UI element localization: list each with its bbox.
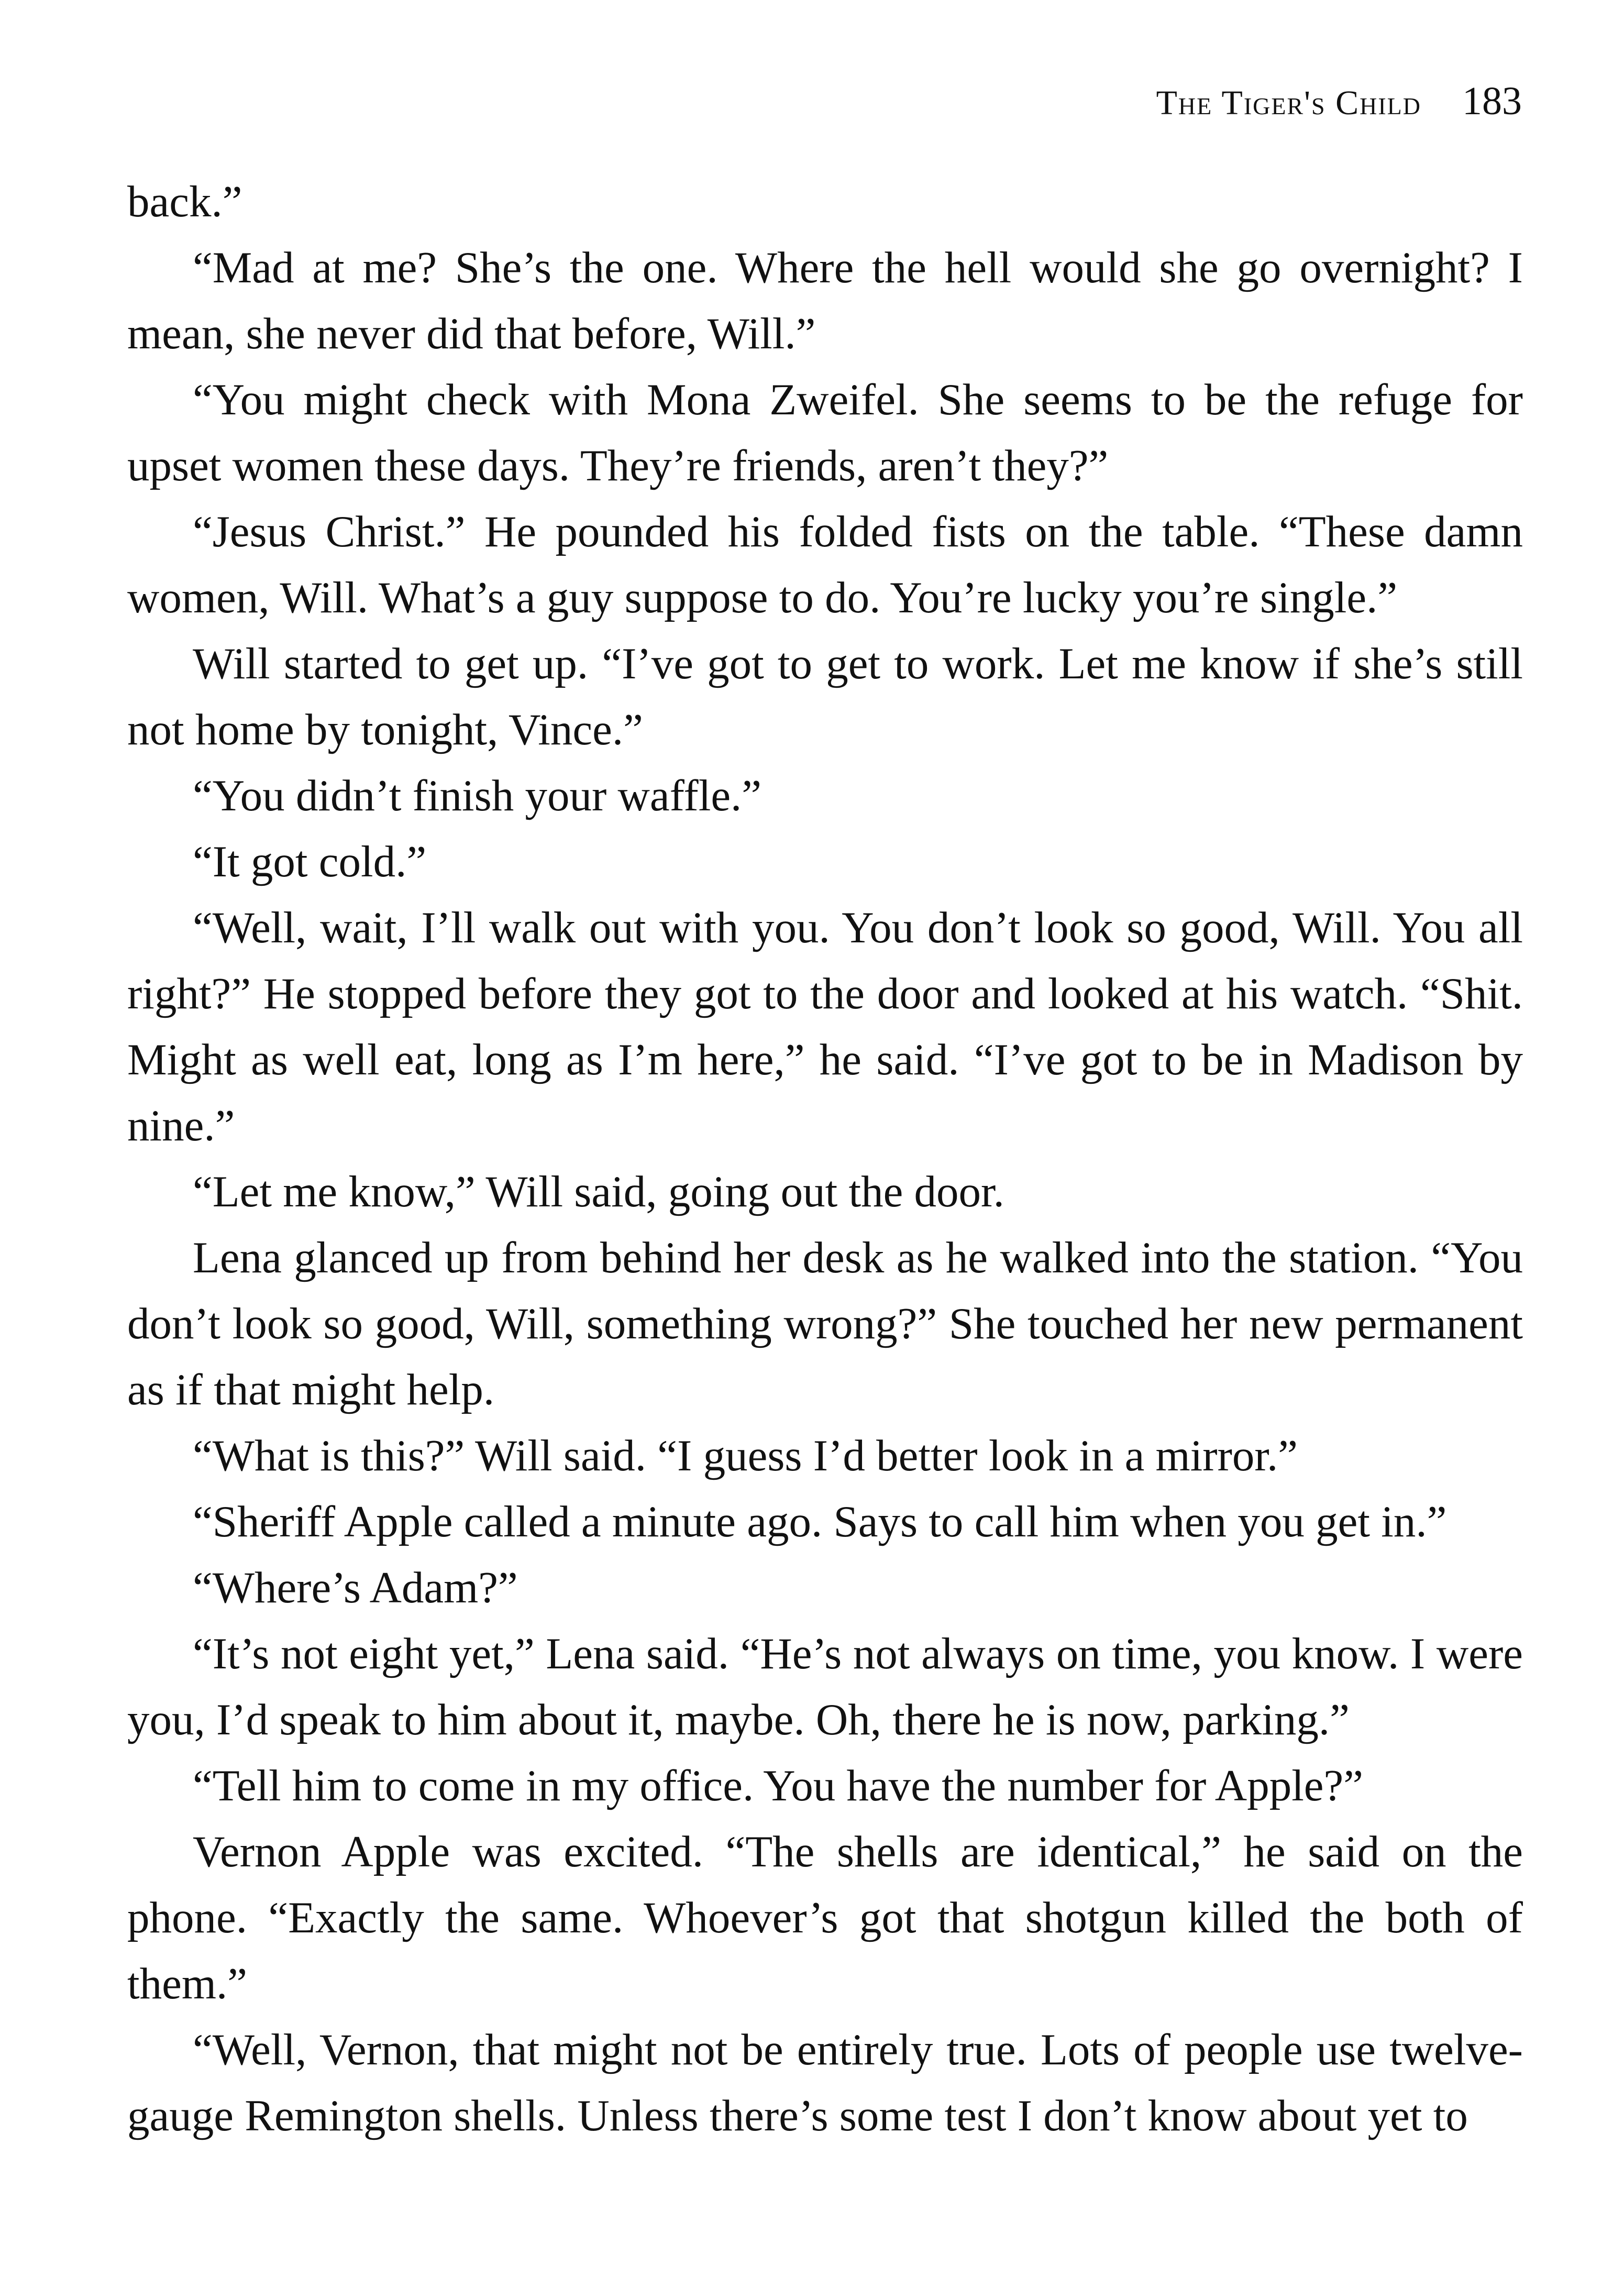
paragraph: “You didn’t finish your waffle.” — [193, 771, 762, 820]
page-number: 183 — [1462, 79, 1522, 123]
running-head — [1156, 79, 1522, 124]
paragraph: “It’s not eight yet,” Lena said. “He’s not always on time, you know. I were you, I’d speak to him about it, maybe. Oh, there he is now, parking.” — [127, 1629, 1523, 1744]
paragraph: “Tell him to come in my office. You have the number for Apple?” — [193, 1761, 1363, 1810]
paragraph: “Jesus Christ.” He pounded his folded fists on the table. “These damn women, Will. What’s a guy suppose to do. You’re lucky you’re single.” — [127, 507, 1523, 622]
paragraph: “Sheriff Apple called a minute ago. Says to call him when you get in.” — [193, 1497, 1447, 1546]
paragraph: “Mad at me? She’s the one. Where the hell would she go overnight? I mean, she never did that before, Will.” — [127, 243, 1523, 358]
paragraph: “Well, Vernon, that might not be entirely true. Lots of people use twelve-gauge Remington shells. Unless there’s some test I don’t know about yet to — [127, 2025, 1523, 2140]
paragraph: “Let me know,” Will said, going out the door. — [193, 1167, 1004, 1216]
paragraph: “It got cold.” — [193, 837, 427, 886]
running-title: The Tiger's Child — [1156, 84, 1421, 122]
paragraph: “Where’s Adam?” — [193, 1563, 518, 1612]
paragraph: Will started to get up. “I’ve got to get to work. Let me know if she’s still not home by tonight, Vince.” — [127, 639, 1523, 754]
paragraph: “Well, wait, I’ll walk out with you. You don’t look so good, Will. You all right?” He stopped before they got to the door and looked at his watch. “Shit. Might as well eat, long as I’m here,” he said. “I’ve got to be in Madison by nine.” — [127, 903, 1523, 1150]
paragraph: “What is this?” Will said. “I guess I’d better look in a mirror.” — [193, 1431, 1298, 1480]
paragraph: Lena glanced up from behind her desk as he walked into the station. “You don’t look so good, Will, something wrong?” She touched her new permanent as if that might help. — [127, 1233, 1523, 1414]
paragraph: “You might check with Mona Zweifel. She seems to be the refuge for upset women these days. They’re friends, aren’t they?” — [127, 375, 1523, 490]
paragraph: back.” — [127, 177, 242, 226]
body-text — [127, 169, 1523, 2149]
paragraph: Vernon Apple was excited. “The shells are identical,” he said on the phone. “Exactly the same. Whoever’s got that shotgun killed the both of them.” — [127, 1827, 1523, 2008]
